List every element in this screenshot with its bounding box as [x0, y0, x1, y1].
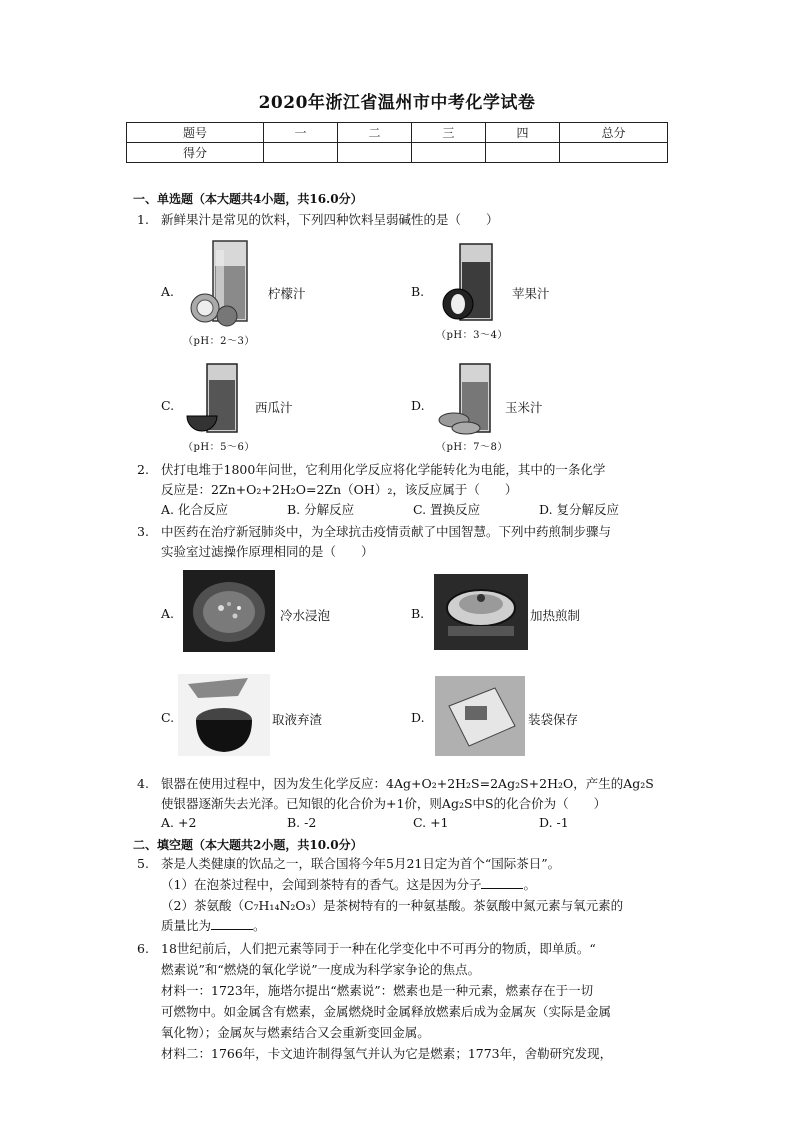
option-letter: C. — [161, 710, 175, 725]
table-cell — [338, 143, 412, 163]
table-cell: 总分 — [560, 123, 668, 143]
answer-blank[interactable] — [481, 876, 523, 889]
question-text-line: 18世纪前后，人们把元素等同于一种在化学变化中不可再分的物质，即单质。“ — [161, 941, 596, 956]
option: B. 分解反应 — [287, 502, 355, 517]
option: C. +1 — [413, 815, 449, 830]
option-letter: A. — [161, 606, 175, 621]
question-number: 4. — [137, 776, 149, 791]
option-label: 西瓜汁 — [255, 400, 293, 415]
option: D. 复分解反应 — [539, 502, 620, 517]
option-label: 柠檬汁 — [268, 286, 306, 301]
table-cell: 二 — [338, 123, 412, 143]
ph-caption: （pH：2～3） — [183, 336, 255, 347]
table-cell — [412, 143, 486, 163]
page-title: 2020年浙江省温州市中考化学试卷 — [258, 93, 536, 113]
table-row — [127, 143, 668, 163]
option-label: 装袋保存 — [528, 712, 579, 727]
option-letter: B. — [411, 606, 425, 621]
option-letter: D. — [411, 710, 425, 725]
question-text-line: 材料一：1723年，施塔尔提出“燃素说”：燃素也是一种元素，燃素存在于一切 — [161, 983, 594, 998]
punctuation: 。 — [523, 877, 536, 892]
option-letter: D. — [411, 398, 425, 413]
table-cell — [486, 143, 560, 163]
table-cell: 得分 — [127, 143, 264, 163]
question-text-line — [161, 916, 266, 936]
table-cell — [560, 143, 668, 163]
question-text-line: 银器在使用过程中，因为发生化学反应：4Ag+O₂+2H₂S=2Ag₂S+2H₂O，产生的Ag₂S — [161, 776, 654, 791]
question-text-line: 材料二：1766年，卡文迪许制得氢气并认为它是燃素；1773年，舍勒研究发现， — [161, 1046, 613, 1061]
ph-caption: （pH：3～4） — [436, 330, 508, 341]
punctuation: 。 — [253, 918, 266, 933]
table-cell: 题号 — [127, 123, 264, 143]
question-text-line: 茶是人类健康的饮品之一，联合国将今年5月21日定为首个“国际茶日”。 — [161, 856, 561, 871]
score-table — [126, 122, 668, 163]
lemon-juice-image — [183, 236, 265, 328]
question-number: 1. — [137, 212, 149, 227]
question-text-line: 实验室过滤操作原理相同的是（ ） — [161, 544, 374, 559]
option-letter: A. — [161, 284, 175, 299]
table-cell: 一 — [264, 123, 338, 143]
question-text-line: 燃素说”和“燃烧的氧化学说”一度成为科学家争论的焦点。 — [161, 962, 481, 977]
ph-caption: （pH：5～6） — [183, 442, 255, 453]
question-text-line: 中医药在治疗新冠肺炎中，为全球抗击疫情贡献了中国智慧。下列中药煎制步骤与 — [161, 524, 612, 539]
option: A. 化合反应 — [161, 502, 228, 517]
question-number: 2. — [137, 462, 149, 477]
pouring-liquid-image — [178, 674, 270, 756]
option-label: 冷水浸泡 — [280, 608, 331, 623]
soaking-herbs-image — [183, 570, 275, 652]
option: B. -2 — [287, 815, 317, 830]
option-label: 苹果汁 — [512, 286, 550, 301]
section-heading-2: 二、填空题（本大题共2小题，共10.0分） — [133, 838, 363, 852]
question-number: 6. — [137, 941, 149, 956]
table-cell — [264, 143, 338, 163]
option: A. +2 — [161, 815, 197, 830]
question-text-line: 氧化物）；金属灰与燃素结合又会重新变回金属。 — [161, 1025, 430, 1040]
option-label: 加热煎制 — [530, 608, 581, 623]
option: D. -1 — [539, 815, 569, 830]
option-label: 玉米汁 — [505, 400, 543, 415]
option-label: 取液弃渣 — [272, 712, 323, 727]
answer-blank[interactable] — [211, 917, 253, 930]
table-cell: 三 — [412, 123, 486, 143]
question-number: 5. — [137, 856, 149, 871]
question-text-line: （2）茶氨酸（C₇H₁₄N₂O₃）是茶树特有的一种氨基酸。茶氨酸中氮元素与氧元素的 — [161, 898, 624, 913]
question-number: 3. — [137, 524, 149, 539]
question-text: 新鲜果汁是常见的饮料，下列四种饮料呈弱碱性的是（ ） — [161, 212, 499, 227]
watermelon-juice-image — [183, 360, 251, 436]
option-letter: C. — [161, 398, 175, 413]
table-cell: 四 — [486, 123, 560, 143]
boiling-pot-image — [434, 574, 528, 650]
question-text-line: 伏打电堆于1800年问世，它利用化学反应将化学能转化为电能，其中的一条化学 — [161, 462, 606, 477]
section-heading-1: 一、单选题（本大题共4小题，共16.0分） — [133, 192, 363, 206]
question-text-line: 可燃物中。如金属含有燃素，金属燃烧时金属释放燃素后成为金属灰（实际是金属 — [161, 1004, 612, 1019]
corn-juice-image — [436, 360, 502, 436]
ph-caption: （pH：7～8） — [436, 442, 508, 453]
table-row — [127, 123, 668, 143]
option: C. 置换反应 — [413, 502, 481, 517]
bagged-medicine-image — [435, 676, 525, 756]
question-text-line — [161, 875, 536, 895]
subquestion-text: （1）在泡茶过程中，会闻到茶特有的香气。这是因为分子 — [161, 877, 482, 892]
question-text-line: 使银器逐渐失去光泽。已知银的化合价为+1价，则Ag₂S中S的化合价为（ ） — [161, 796, 607, 811]
option-letter: B. — [411, 284, 425, 299]
apple-juice-image — [436, 240, 506, 324]
question-text-line: 反应是：2Zn+O₂+2H₂O=2Zn（OH）₂，该反应属于（ ） — [161, 482, 518, 497]
subquestion-text: 质量比为 — [161, 918, 212, 933]
